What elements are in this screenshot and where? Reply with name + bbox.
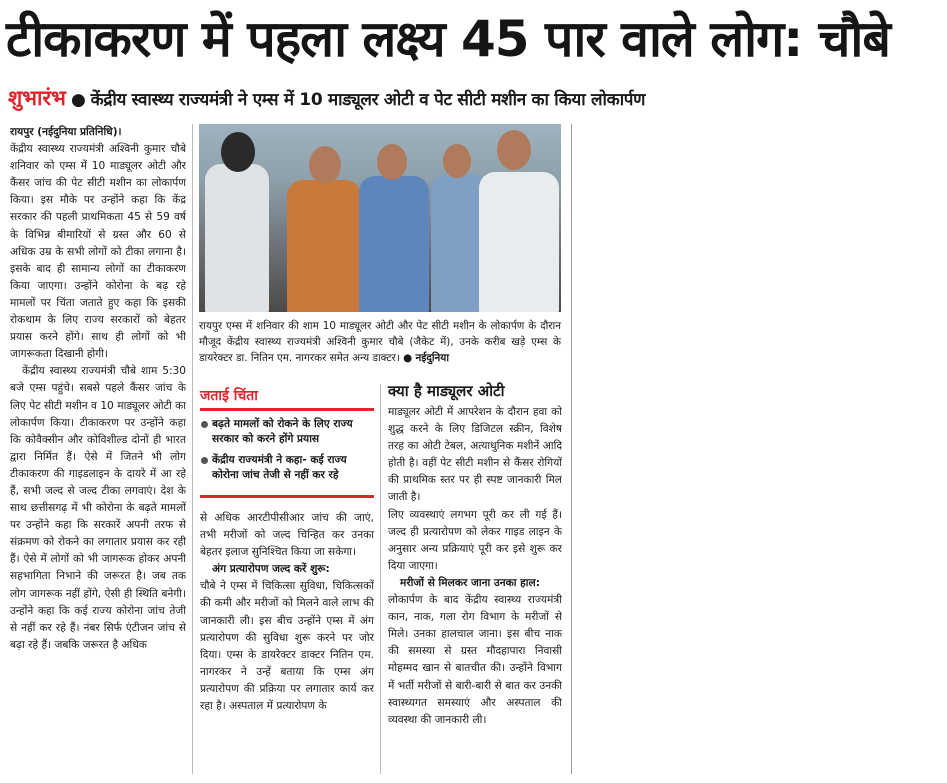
photo-head (221, 132, 255, 172)
paragraph: चौबे ने एम्स में चिकित्सा सुविधा, चिकित्सकों की कमी और मरीजों को मिलने वाले लाभ की जानकारी ली। इस बीच उन्होंने एम्स में अंग प्रत्यारोपण की सुविधा शुरू करने पर जोर दिया। एम्स के डायरेक्टर डाक्टर नितिन एम. नागरकर ने उन्हें बताया कि एम्स अंग प्रत्यारोपण की प्रक्रिया पर लगातार कार्य कर रहा है। अस्पताल में प्रत्यारोपण के (200, 580, 374, 713)
kicker-label: शुभारंभ (8, 86, 66, 110)
concern-item: बढ़ते मामलों को रोकने के लिए राज्य सरकार को करने होंगे प्रयास (200, 417, 374, 447)
photo-head (377, 144, 407, 180)
news-photo (199, 124, 561, 312)
subheading: अंग प्रत्यारोपण जल्द करें शुरू: (212, 563, 330, 576)
article-column-2 (200, 510, 374, 774)
paragraph: केंद्रीय स्वास्थ्य राज्यमंत्री चौबे शाम 5:30 बजे एम्स पहुंचे। सबसे पहले कैंसर जांच के लिए पेट सीटी मशीन व 10 माड्यूलर ओटी का लोकार्पण किया। टीकाकरण पर उन्होंने कहा कि कोवैक्सीन और कोविशील्ड दोनों ही भारत द्वारा निर्मित हैं। ऐसे में जितने भी लोग टीकाकरण की गाइडलाइन के दायरे में आ रहे हैं, सभी जल्द से जल्द टीका लगवाएं। देश के साथ छत्तीसगढ़ में भी कोरोना के बढ़ते मामलों पर उन्होंने कहा कि सरकारें अपनी तरफ से संक्रमण को रोकने का लगातार प्रयास कर रही हैं। ऐसे में लोगों को भी जागरूक होकर अपनी सहभागिता निभाने की जरूरत है। जब तक लोग जागरूक नहीं होंगे, ऐसी ही स्थिति बनेगी। उन्होंने कहा कि कई राज्य कोरोना जांच तेजी से नहीं कर रहे हैं। नंबर सिर्फ एंटीजन जांच से बढ़ा रहे हैं। जबकि जरूरत है अधिक (10, 365, 186, 651)
paragraph: केंद्रीय स्वास्थ्य राज्यमंत्री अश्विनी कुमार चौबे शनिवार को एम्स में 10 माड्यूलर ओटी और कैंसर जांच की पेट सीटी मशीन का लोकार्पण किया। इस मौके पर उन्होंने कहा कि केंद्र सरकार की पहली प्राथमिकता 45 से 59 वर्ष के विभिन्न बीमारियों से ग्रस्त और 60 से अधिक उम्र के सभी लोगों को टीका लगाना है। इसके बाद ही सामान्य लोगों का टीकाकरण किया जाएगा। उन्होंने कोरोना के बढ़ रहे मामलों पर चिंता जताते हुए कहा कि इसकी रोकथाम के लिए राज्य सरकारों को बेहतर प्रयास करने होंगे। साथ ही लोगों को भी जागरूकता दिखानी होगी। (10, 143, 186, 361)
subheading: मरीजों से मिलकर जाना उनका हाल: (400, 576, 540, 589)
photo-figure (479, 172, 559, 312)
concern-list (200, 417, 374, 483)
concern-box (200, 386, 374, 498)
caption-source: नईदुनिया (415, 352, 450, 364)
column-divider (192, 124, 193, 774)
caption-text: रायपुर एम्स में शनिवार की शाम 10 माड्यूलर ओटी और पेट सीटी मशीन के लोकार्पण के दौरान मौजूद केंद्रीय स्वास्थ्य राज्यमंत्री अश्विनी कुमार चौबे (जैकेट में), उनके करीब खड़े एम्स के डायरेक्टर डा. नितिन एम. नागरकर समेत अन्य डाक्टर। ● (199, 320, 561, 364)
paragraph: माड्यूलर ओटी में आपरेशन के दौरान हवा को शुद्ध करने के लिए डिजिटल स्क्रीन, विशेष तरह का ओटी टेबल, अत्याधुनिक मशीनें आदि होती है। वहीं पेट सीटी मशीन से कैंसर रोगियों की प्राथमिक स्तर पर ही स्पष्ट जानकारी मिल जाती है। (388, 406, 562, 504)
photo-head (497, 130, 531, 170)
paragraph: लिए व्यवस्थाएं लगभग पूरी कर ली गई हैं। जल्द ही प्रत्यारोपण को लेकर गाइड लाइन के अनुसार अन्य प्रक्रियाएं पूरी कर इसे शुरू कर दिया जाएगा। (388, 508, 562, 572)
photo-head (309, 146, 341, 184)
bullet-icon: ● (70, 90, 86, 110)
concern-rule (200, 495, 374, 498)
article-column-1 (10, 124, 186, 774)
photo-figure (205, 164, 269, 312)
column-divider (380, 384, 381, 774)
subheadline-text: केंद्रीय स्वास्थ्य राज्यमंत्री ने एम्स में 10 माड्यूलर ओटी व पेट सीटी मशीन का किया लोकार्पण (90, 90, 646, 110)
page-edge-rule (571, 124, 572, 774)
box-title: क्या है माड्यूलर ओटी (388, 382, 505, 400)
concern-title: जताई चिंता (200, 386, 374, 411)
photo-figure (287, 180, 361, 312)
dateline: रायपुर (नईदुनिया प्रतिनिधि)। (10, 126, 122, 138)
article-column-3 (388, 404, 562, 774)
photo-caption (199, 318, 561, 366)
photo-head (443, 144, 471, 178)
paragraph: से अधिक आरटीपीसीआर जांच की जाएं, तभी मरीजों को जल्द चिन्हित कर उनका बेहतर इलाज सुनिश्चित किया जा सकेगा। (200, 512, 374, 559)
paragraph: लोकार्पण के बाद केंद्रीय स्वास्थ्य राज्यमंत्री कान, नाक, गला रोग विभाग के मरीजों से मिले। उनका हालचाल जाना। इस बीच नाक की समस्या से ग्रस्त मौदहापारा निवासी मोहम्मद खान से बातचीत की। उन्होंने विभाग में भर्ती मरीजों से बारी-बारी से बात कर उनकी स्वास्थ्यगत समस्याएं और अस्पताल की व्यवस्था की जानकारी ली। (388, 594, 562, 726)
concern-item: केंद्रीय राज्यमंत्री ने कहा- कई राज्य कोरोना जांच तेजी से नहीं कर रहे (200, 453, 374, 483)
subheadline (8, 84, 943, 118)
headline: टीकाकरण में पहला लक्ष्य 45 पार वाले लोग: चौबे (6, 10, 890, 68)
photo-figure (359, 176, 429, 312)
